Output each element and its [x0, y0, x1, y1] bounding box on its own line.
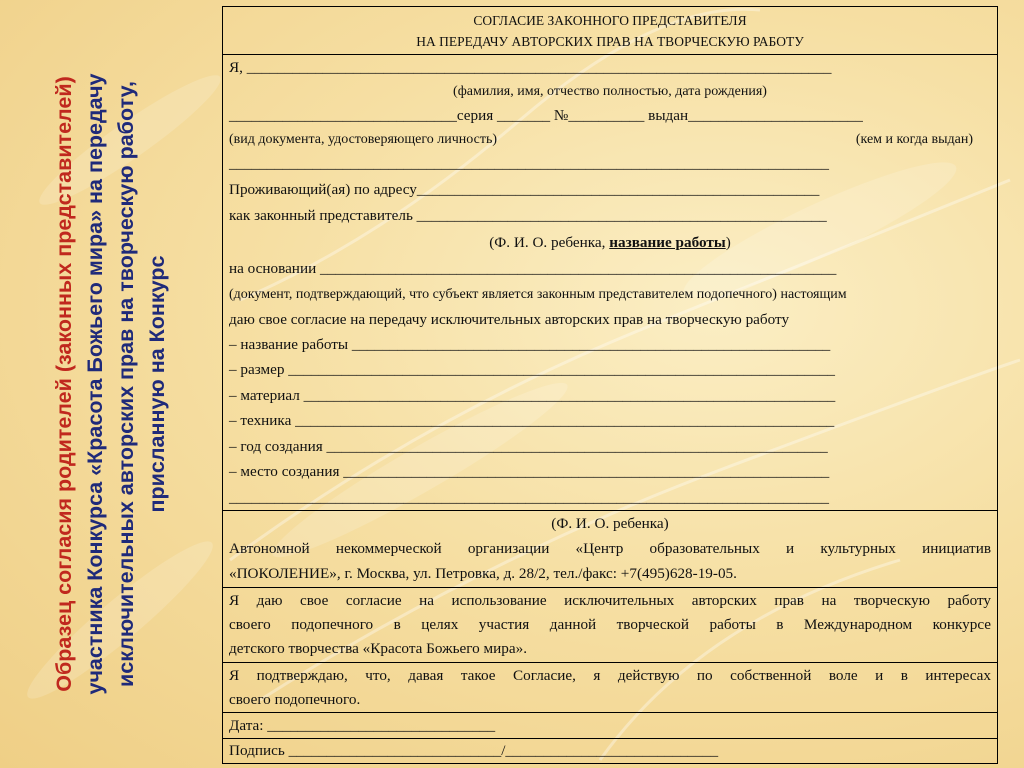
child-hint-suffix: ): [725, 234, 731, 251]
date-field[interactable]: Дата: ______________________________: [229, 717, 496, 734]
org-text-1: Автономной некоммерческой организации «Центр образовательных и культурных инициатив: [229, 540, 991, 557]
name-field[interactable]: Я, _____________________________________________________________________________: [229, 59, 832, 76]
confirm-text-1: Я подтверждаю, что, давая такое Согласие, я действую по собственной воле и в интересах: [229, 667, 991, 684]
caption-line-3: исключительных авторских прав на творческую работу,: [114, 81, 138, 687]
document-hint-row: [229, 128, 991, 152]
work-title-field[interactable]: – название работы _______________________________________________________________: [229, 336, 831, 353]
signature-field[interactable]: Подпись ____________________________/____________________________: [229, 742, 719, 759]
use-text-1: Я даю свое согласие на использование исключительных авторских прав на творческую работу: [229, 592, 991, 609]
divider: [223, 54, 997, 55]
use-text-3: детского творчества «Красота Божьего мира».: [229, 640, 527, 657]
use-text-2: своего подопечного в целях участия данной творческой работы в Международном конкурсе: [229, 616, 991, 633]
divider: [223, 712, 997, 713]
divider: [223, 510, 997, 511]
child-name-field[interactable]: _______________________________________________________________________________: [229, 489, 829, 506]
consent-text: даю свое согласие на передачу исключительных авторских прав на творческую работу: [229, 311, 790, 328]
caption-line-1: Образец согласия родителей (законных представителей): [52, 76, 76, 692]
basis-hint: (документ, подтверждающий, что субъект является законным представителем подопечного) настоящим: [229, 287, 847, 302]
caption-line-2: участника Конкурса «Красота Божьего мира» на передачу: [83, 73, 107, 695]
basis-field[interactable]: на основании ____________________________________________________________________: [229, 260, 837, 277]
issued-field[interactable]: _______________________________________________________________________________: [229, 155, 829, 172]
place-field[interactable]: – место создания ________________________________________________________________: [229, 463, 830, 480]
form-title-2: НА ПЕРЕДАЧУ АВТОРСКИХ ПРАВ НА ТВОРЧЕСКУЮ РАБОТУ: [416, 34, 804, 49]
size-field[interactable]: – размер ________________________________________________________________________: [229, 361, 836, 378]
name-hint: (фамилия, имя, отчество полностью, дата рождения): [453, 84, 767, 99]
divider: [223, 587, 997, 588]
issued-hint: (кем и когда выдан): [855, 132, 973, 147]
sidebar-caption: [0, 0, 222, 768]
form-title-1: СОГЛАСИЕ ЗАКОННОГО ПРЕДСТАВИТЕЛЯ: [473, 13, 747, 28]
child-hint: [229, 231, 991, 255]
consent-form: [222, 6, 998, 764]
caption-line-4: присланную на Конкурс: [145, 255, 169, 513]
legal-rep-field[interactable]: как законный представитель ______________________________________________________: [229, 207, 827, 224]
technique-field[interactable]: – техника _______________________________________________________________________: [229, 412, 835, 429]
address-field[interactable]: Проживающий(ая) по адресу_____________________________________________________: [229, 181, 820, 198]
child-hint-prefix: (Ф. И. О. ребенка,: [489, 234, 610, 251]
work-title-label: название работы: [609, 234, 726, 251]
child-name-hint: (Ф. И. О. ребенка): [551, 515, 669, 532]
divider: [223, 662, 997, 663]
document-field[interactable]: ______________________________серия _______ №__________ выдан_______________________: [229, 107, 863, 124]
org-text-2: «ПОКОЛЕНИЕ», г. Москва, ул. Петровка, д. 28/2, тел./факс: +7(495)628-19-05.: [229, 565, 737, 582]
material-field[interactable]: – материал ______________________________________________________________________: [229, 387, 836, 404]
year-field[interactable]: – год создания __________________________________________________________________: [229, 438, 828, 455]
document-hint: (вид документа, удостоверяющего личность): [229, 132, 498, 147]
confirm-text-2: своего подопечного.: [229, 691, 361, 708]
